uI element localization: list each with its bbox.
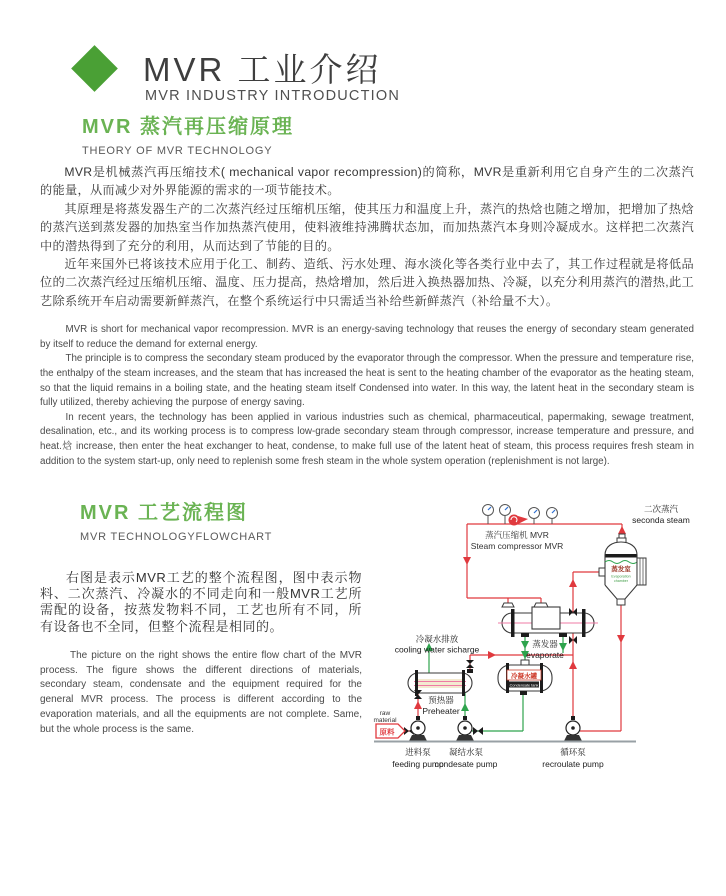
evap-chamber-label-zh: 蒸发室: [611, 566, 631, 573]
section2-left-column: [40, 570, 362, 738]
paragraph-zh: MVR是机械蒸汽再压缩技术( mechanical vapor recompression)的简称，MVR是重新利用它自身产生的二次蒸汽的能量，从而减少对外界能源的需求的一项节能技术。: [40, 165, 694, 198]
raw-material-label-en1: raw: [379, 710, 391, 717]
mvr-flow-diagram: [370, 495, 726, 785]
paragraph-en: The picture on the right shows the entire flow chart of the MVR process. The figure shows the different directions of materials, secondary steam, condensate and the equipment required for the general MVR process. The process is different according to the evaporation materials, and all the equipments are not complete. Same, but the whole process is the same.: [40, 649, 362, 735]
condensate-tank: [498, 660, 552, 695]
preheater-label-en: Preheater: [422, 706, 460, 716]
gauge-icon: [483, 505, 494, 525]
paragraph-en: In recent years, the technology has been applied in various industries such as chemical, pharmaceutical, papermaking, sewage treatment, desalination, etc., and its working process is to compress low-grade secondary steam through compressor, increase temperature and pressure, and heat.焓 increase, then enter the heat exchanger to heat, condense, to make full use of the latent heat of steam, this process requires fresh steam in addition to the system start-up, only need to replenish some fresh steam in the whole system operation (replenishment is not large).: [40, 411, 694, 467]
condensate-pump-label-en: condesate pump: [434, 759, 498, 769]
condensate-pump-icon: [456, 716, 474, 741]
section2-heading: [80, 496, 272, 543]
feeding-pump-icon: [409, 716, 427, 741]
cooling-discharge-label-zh: 冷凝水排放: [415, 634, 459, 644]
raw-material-label-en2: material: [373, 717, 397, 724]
condensate-tank-label-en: Condensate tank: [509, 683, 539, 688]
section1-title-zh: MVR 蒸汽再压缩原理: [82, 116, 294, 138]
feeding-pump-label-en: feeding pump: [392, 759, 444, 769]
paragraph-en: MVR is short for mechanical vapor recompression. MVR is an energy-saving technology that reuses the energy of secondary steam generated by itself to reduce the demand for external energy.: [40, 324, 694, 350]
section2-title-en: MVR TECHNOLOGYFLOWCHART: [80, 531, 273, 543]
paragraph-zh: 其原理是将蒸发器生产的二次蒸汽经过压缩机压缩，使其压力和温度上升，蒸汽的热焓也随之增加，把增加了热焓的蒸汽送到蒸发器的加热室当作加热蒸汽使用，使料液维持沸腾状态加，而加热蒸汽本身则冷凝成水。这样把二次蒸汽中的潜热得到了充分的利用，从而达到了节能的目的。: [40, 201, 694, 253]
evaporator-label-en: evaporate: [526, 650, 564, 660]
preheater-label-zh: 预热器: [428, 695, 454, 705]
recirculate-pump-label-en: recroulate pump: [542, 759, 604, 769]
raw-material-box: [373, 710, 405, 738]
secondary-steam-label-zh: 二次蒸汽: [643, 504, 679, 514]
gauge-icon: [529, 508, 540, 525]
evaporator-label-zh: 蒸发器: [532, 639, 558, 649]
section1-english-block: [40, 323, 694, 469]
raw-material-label-zh: 原料: [379, 727, 395, 737]
compressor-label-zh: 蒸汽压缩机 MVR: [485, 530, 549, 540]
paragraph-zh: 近年来国外已将该技术应用于化工、制药、造纸、污水处理、海水淡化等各类行业中去了，其工作过程就是将低品位的二次蒸汽经过压缩机压缩、温度、压力提高，热焓增加，然后进入换热器加热、冷凝，以充分利用蒸汽的潜热,此工艺除系统开车启动需要新鲜蒸汽，在整个系统运行中只需适当补给些新鲜蒸汽（补给量不大）。: [40, 257, 694, 308]
evaporator: [498, 603, 598, 637]
gauge-icon: [547, 508, 558, 525]
evap-chamber-label-en1: Evaporation: [611, 574, 631, 579]
recirculate-pump-icon: [564, 716, 582, 741]
paragraph-zh: 右图是表示MVR工艺的整个流程图，图中表示物料、二次蒸汽、冷凝水的不同走向和一般MVR工艺所需配的设备，按蒸发物料不同，工艺也所有不同，所有设备也不全同，但整个流程是相同的。: [40, 570, 362, 634]
evaporation-chamber: [599, 534, 646, 605]
cooling-discharge-label-en: cooling water sicharge: [394, 644, 480, 655]
condensate-tank-label-zh: 冷凝水罐: [511, 673, 537, 680]
section1-heading: [82, 110, 294, 157]
page-title: MVR 工业介绍: [143, 51, 382, 88]
section1-title-en: THEORY OF MVR TECHNOLOGY: [82, 145, 273, 157]
section1-body: [40, 163, 694, 469]
recirculate-pump-label-zh: 循环泵: [560, 747, 586, 757]
page-subtitle: MVR INDUSTRY INTRODUCTION: [145, 88, 401, 104]
condensate-pump-label-zh: 凝结水泵: [448, 747, 484, 757]
compressor-label-en: Steam compressor MVR: [470, 541, 564, 551]
diamond-logo-icon: [71, 45, 118, 92]
paragraph-en: The principle is to compress the secondary steam produced by the evaporator through the compressor. When the pressure and temperature rise, the enthalpy of the steam increases, and the steam that has increased the heat is sent to the heating chamber of the evaporator as the heating steam, so that the liquid remains in a boiling state, and the heating steam itself Condensed into water. In this way, the latent heat in the secondary steam is fully utilized, thereby achieving the purpose of energy saving.: [40, 353, 694, 409]
feeding-pump-label-zh: 进料泵: [405, 747, 431, 757]
section2-title-zh: MVR 工艺流程图: [80, 502, 248, 524]
evap-chamber-label-en2: chamber: [614, 579, 628, 583]
secondary-steam-label-en: seconda steam: [632, 515, 690, 525]
